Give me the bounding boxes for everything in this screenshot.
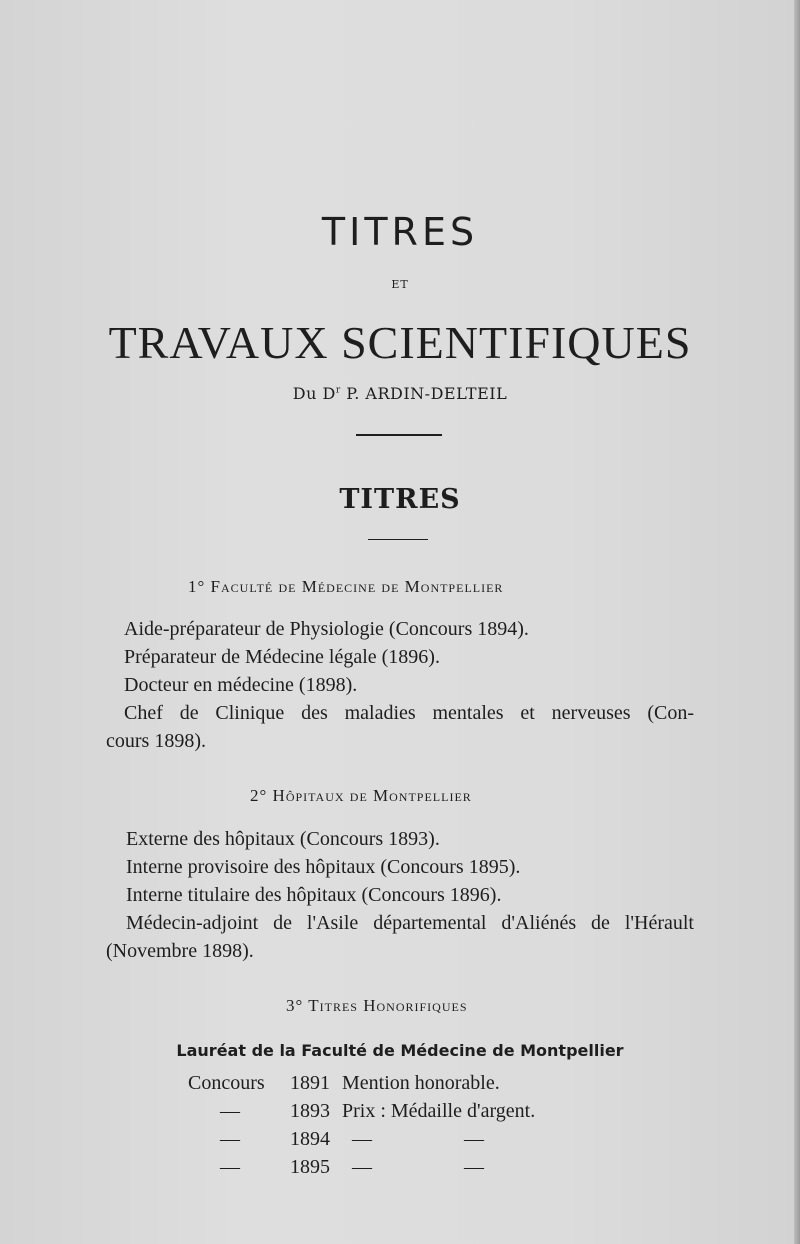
- award-ditto: —: [220, 1156, 240, 1178]
- title-conjunction: ET: [391, 278, 409, 291]
- document-title-line2: TRAVAUX SCIENTIFIQUES: [108, 317, 692, 368]
- author-prefix: Du D: [292, 384, 336, 403]
- author-line: [0, 384, 800, 403]
- award-year: 1893: [290, 1100, 330, 1122]
- author-sup: r: [335, 385, 341, 396]
- section-1-line: Docteur en médecine (1898).: [124, 674, 358, 696]
- section-1-line: Chef de Clinique des maladies mentales et nerveuses (Con-: [124, 702, 694, 724]
- document-title-line1: TITRES: [321, 210, 479, 254]
- award-year: 1895: [290, 1156, 330, 1178]
- section-1-heading: 1° Faculté de Médecine de Montpellier: [188, 577, 504, 596]
- author-name: P. ARDIN-DELTEIL: [340, 384, 508, 403]
- award-distinction: Mention honorable.: [342, 1072, 500, 1094]
- section-3-heading: 3° Titres Honorifiques: [286, 996, 468, 1015]
- award-distinction: Prix : Médaille d'argent.: [342, 1100, 536, 1122]
- award-year: 1894: [290, 1128, 330, 1150]
- section-2-line: Externe des hôpitaux (Concours 1893).: [126, 828, 440, 850]
- section-2-line: (Novembre 1898).: [106, 940, 254, 962]
- divider-rule-small: [368, 539, 428, 540]
- award-ditto: —: [220, 1128, 240, 1150]
- section-1-line: cours 1898).: [106, 730, 206, 752]
- award-concours: Concours: [188, 1072, 265, 1094]
- section-title: TITRES: [339, 484, 461, 515]
- award-ditto: —: [352, 1128, 372, 1150]
- section-2-line: Médecin-adjoint de l'Asile départemental d'Aliénés de l'Hérault: [126, 912, 694, 934]
- section-1-line: Préparateur de Médecine légale (1896).: [124, 646, 440, 668]
- divider-rule: [356, 434, 442, 436]
- award-ditto: —: [352, 1156, 372, 1178]
- section-1-line: Aide-préparateur de Physiologie (Concours 1894).: [124, 618, 529, 640]
- award-ditto: —: [464, 1128, 484, 1150]
- laureat-heading: Lauréat de la Faculté de Médecine de Montpellier: [176, 1041, 624, 1060]
- section-2-heading: 2° Hôpitaux de Montpellier: [250, 786, 472, 805]
- award-ditto: —: [464, 1156, 484, 1178]
- section-2-line: Interne titulaire des hôpitaux (Concours 1896).: [126, 884, 502, 906]
- award-year: 1891: [290, 1072, 330, 1094]
- section-2-line: Interne provisoire des hôpitaux (Concours 1895).: [126, 856, 521, 878]
- award-ditto: —: [220, 1100, 240, 1122]
